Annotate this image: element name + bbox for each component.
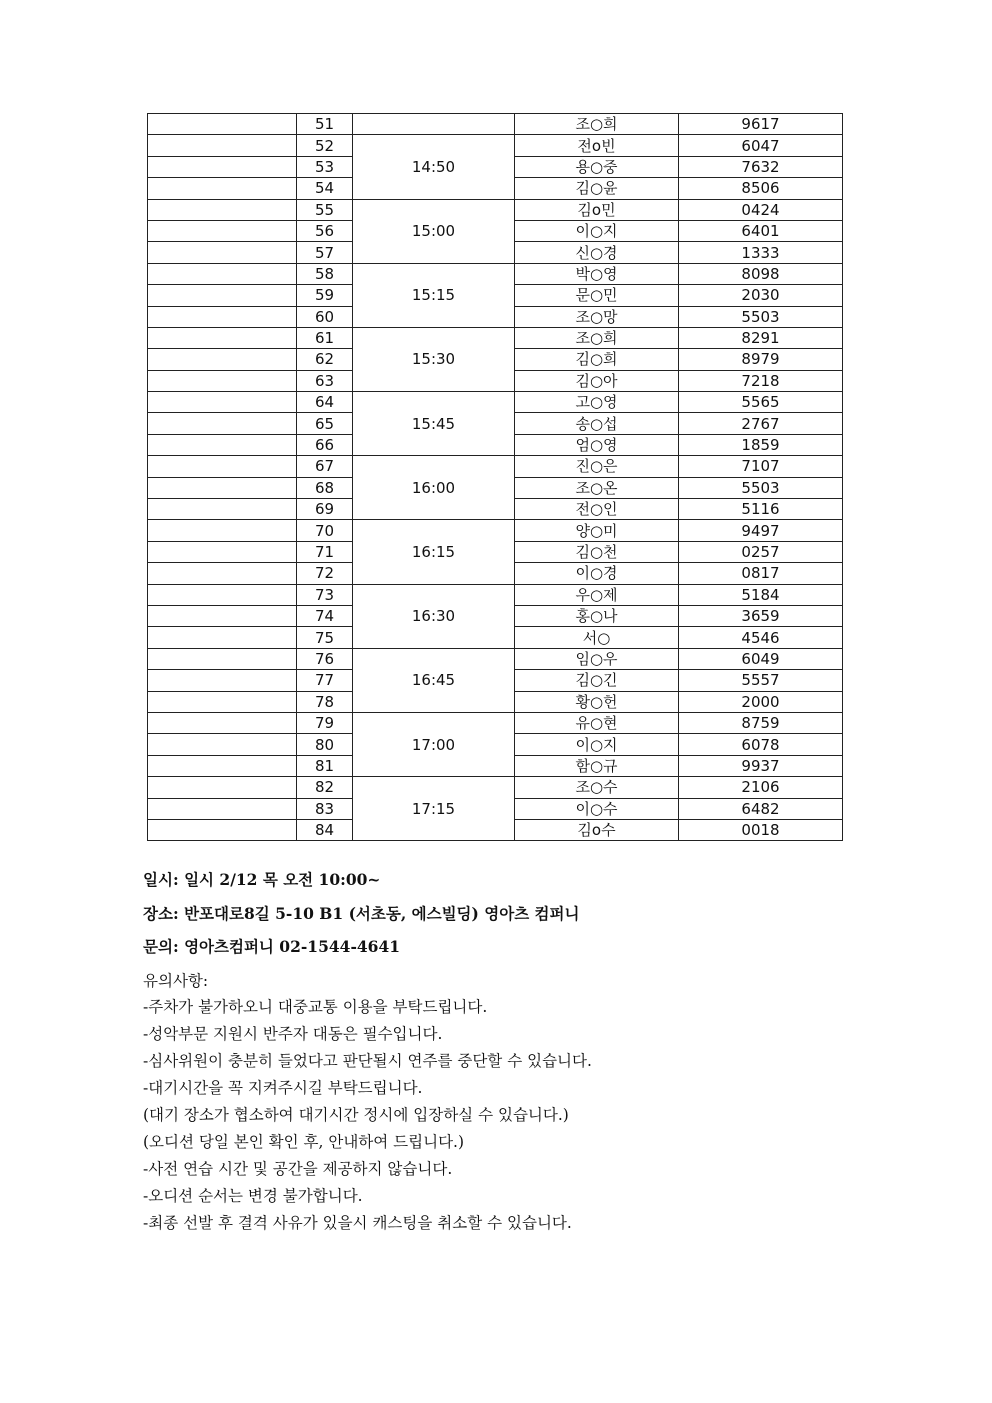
applicant-name: 김○윤 [515, 178, 679, 199]
applicant-code: 8291 [679, 327, 843, 348]
caution-item: -대기시간을 꼭 지켜주시길 부탁드립니다. [143, 1078, 423, 1097]
row-number: 74 [297, 605, 353, 626]
row-number: 68 [297, 477, 353, 498]
time-slot [353, 114, 515, 135]
applicant-code: 5503 [679, 306, 843, 327]
blank-cell [148, 199, 297, 220]
blank-cell [148, 178, 297, 199]
applicant-name: 이○지 [515, 734, 679, 755]
audition-schedule-table [147, 113, 843, 841]
applicant-name: 김○천 [515, 541, 679, 562]
row-number: 53 [297, 156, 353, 177]
row-number: 73 [297, 584, 353, 605]
table-row [148, 263, 843, 284]
applicant-name: 문○민 [515, 285, 679, 306]
cautions-list [143, 994, 863, 1237]
row-number: 54 [297, 178, 353, 199]
time-slot: 16:15 [353, 520, 515, 584]
blank-cell [148, 135, 297, 156]
applicant-code: 6482 [679, 798, 843, 819]
applicant-name: 황○헌 [515, 691, 679, 712]
caution-item: (오디션 당일 본인 확인 후, 안내하여 드립니다.) [143, 1132, 465, 1151]
applicant-code: 5565 [679, 392, 843, 413]
applicant-code: 5503 [679, 477, 843, 498]
applicant-name: 조○온 [515, 477, 679, 498]
applicant-code: 6078 [679, 734, 843, 755]
table-row [148, 648, 843, 669]
table-row [148, 114, 843, 135]
blank-cell [148, 648, 297, 669]
applicant-code: 4546 [679, 627, 843, 648]
applicant-code: 7107 [679, 456, 843, 477]
blank-cell [148, 392, 297, 413]
applicant-name: 김○긴 [515, 670, 679, 691]
table-row [148, 327, 843, 348]
row-number: 63 [297, 370, 353, 391]
applicant-code: 0817 [679, 563, 843, 584]
caution-item: -오디션 순서는 변경 불가합니다. [143, 1186, 363, 1205]
applicant-name: 김○아 [515, 370, 679, 391]
applicant-code: 0018 [679, 819, 843, 840]
row-number: 79 [297, 712, 353, 733]
row-number: 58 [297, 263, 353, 284]
blank-cell [148, 306, 297, 327]
row-number: 70 [297, 520, 353, 541]
blank-cell [148, 819, 297, 840]
blank-cell [148, 712, 297, 733]
applicant-name: 우○제 [515, 584, 679, 605]
caution-item: (대기 장소가 협소하여 대기시간 정시에 입장하실 수 있습니다.) [143, 1105, 569, 1124]
applicant-code: 9617 [679, 114, 843, 135]
table-row [148, 456, 843, 477]
blank-cell [148, 242, 297, 263]
applicant-name: 이○수 [515, 798, 679, 819]
time-slot: 16:00 [353, 456, 515, 520]
table-row [148, 392, 843, 413]
row-number: 66 [297, 434, 353, 455]
row-number: 82 [297, 777, 353, 798]
row-number: 81 [297, 755, 353, 776]
row-number: 55 [297, 199, 353, 220]
row-number: 52 [297, 135, 353, 156]
applicant-code: 8506 [679, 178, 843, 199]
applicant-name: 진○은 [515, 456, 679, 477]
caution-item: -최종 선발 후 결격 사유가 있을시 캐스팅을 취소할 수 있습니다. [143, 1213, 572, 1232]
caution-item: -성악부문 지원시 반주자 대동은 필수입니다. [143, 1024, 443, 1043]
applicant-name: 전o빈 [515, 135, 679, 156]
applicant-code: 8979 [679, 349, 843, 370]
time-slot: 17:15 [353, 777, 515, 841]
applicant-name: 신○경 [515, 242, 679, 263]
table-row [148, 135, 843, 156]
row-number: 51 [297, 114, 353, 135]
applicant-name: 유○현 [515, 712, 679, 733]
caution-item: -사전 연습 시간 및 공간을 제공하지 않습니다. [143, 1159, 453, 1178]
table-row [148, 199, 843, 220]
applicant-code: 9937 [679, 755, 843, 776]
applicant-code: 8759 [679, 712, 843, 733]
row-number: 61 [297, 327, 353, 348]
row-number: 76 [297, 648, 353, 669]
applicant-code: 9497 [679, 520, 843, 541]
blank-cell [148, 477, 297, 498]
applicant-code: 1859 [679, 434, 843, 455]
row-number: 57 [297, 242, 353, 263]
blank-cell [148, 520, 297, 541]
time-slot: 14:50 [353, 135, 515, 199]
applicant-name: 김○희 [515, 349, 679, 370]
blank-cell [148, 156, 297, 177]
applicant-code: 2767 [679, 413, 843, 434]
row-number: 64 [297, 392, 353, 413]
applicant-name: 홍○나 [515, 605, 679, 626]
blank-cell [148, 755, 297, 776]
applicant-code: 5184 [679, 584, 843, 605]
row-number: 62 [297, 349, 353, 370]
applicant-code: 2030 [679, 285, 843, 306]
blank-cell [148, 734, 297, 755]
applicant-code: 2000 [679, 691, 843, 712]
row-number: 69 [297, 499, 353, 520]
audition-place: 장소: 반포대로8길 5-10 B1 (서초동, 에스빌딩) 영아츠 컴퍼니 [143, 903, 580, 923]
row-number: 80 [297, 734, 353, 755]
blank-cell [148, 370, 297, 391]
blank-cell [148, 798, 297, 819]
applicant-code: 8098 [679, 263, 843, 284]
applicant-code: 0424 [679, 199, 843, 220]
applicant-name: 엄○영 [515, 434, 679, 455]
blank-cell [148, 220, 297, 241]
row-number: 65 [297, 413, 353, 434]
applicant-name: 고○영 [515, 392, 679, 413]
blank-cell [148, 777, 297, 798]
time-slot: 16:45 [353, 648, 515, 712]
applicant-code: 5116 [679, 499, 843, 520]
applicant-code: 7218 [679, 370, 843, 391]
applicant-name: 임○우 [515, 648, 679, 669]
applicant-name: 함○규 [515, 755, 679, 776]
applicant-code: 6401 [679, 220, 843, 241]
blank-cell [148, 413, 297, 434]
applicant-name: 김o수 [515, 819, 679, 840]
time-slot: 17:00 [353, 712, 515, 776]
blank-cell [148, 349, 297, 370]
blank-cell [148, 627, 297, 648]
applicant-code: 1333 [679, 242, 843, 263]
time-slot: 16:30 [353, 584, 515, 648]
applicant-code: 3659 [679, 605, 843, 626]
time-slot: 15:00 [353, 199, 515, 263]
blank-cell [148, 691, 297, 712]
blank-cell [148, 327, 297, 348]
applicant-name: 박○영 [515, 263, 679, 284]
blank-cell [148, 114, 297, 135]
blank-cell [148, 499, 297, 520]
blank-cell [148, 263, 297, 284]
applicant-name: 조○희 [515, 114, 679, 135]
applicant-name: 송○섭 [515, 413, 679, 434]
applicant-code: 0257 [679, 541, 843, 562]
blank-cell [148, 584, 297, 605]
applicant-name: 용○중 [515, 156, 679, 177]
applicant-code: 7632 [679, 156, 843, 177]
applicant-name: 이○지 [515, 220, 679, 241]
row-number: 71 [297, 541, 353, 562]
caution-item: -주차가 불가하오니 대중교통 이용을 부탁드립니다. [143, 997, 488, 1016]
applicant-name: 조○수 [515, 777, 679, 798]
time-slot: 15:30 [353, 327, 515, 391]
blank-cell [148, 434, 297, 455]
applicant-name: 조○희 [515, 327, 679, 348]
audition-contact: 문의: 영아츠컴퍼니 02-1544-4641 [143, 937, 401, 956]
applicant-name: 조○망 [515, 306, 679, 327]
row-number: 60 [297, 306, 353, 327]
time-slot: 15:45 [353, 392, 515, 456]
blank-cell [148, 563, 297, 584]
row-number: 83 [297, 798, 353, 819]
row-number: 84 [297, 819, 353, 840]
table-row [148, 777, 843, 798]
schedule-body [148, 114, 843, 841]
blank-cell [148, 456, 297, 477]
applicant-name: 서○ [515, 627, 679, 648]
time-slot: 15:15 [353, 263, 515, 327]
blank-cell [148, 541, 297, 562]
caution-item: -심사위원이 충분히 들었다고 판단될시 연주를 중단할 수 있습니다. [143, 1051, 592, 1070]
row-number: 78 [297, 691, 353, 712]
row-number: 56 [297, 220, 353, 241]
row-number: 59 [297, 285, 353, 306]
blank-cell [148, 285, 297, 306]
applicant-name: 김o민 [515, 199, 679, 220]
applicant-name: 전○인 [515, 499, 679, 520]
applicant-code: 2106 [679, 777, 843, 798]
audition-date: 일시: 일시 2/12 목 오전 10:00~ [143, 870, 381, 889]
row-number: 72 [297, 563, 353, 584]
applicant-code: 5557 [679, 670, 843, 691]
audition-notes [143, 866, 863, 1237]
applicant-name: 양○미 [515, 520, 679, 541]
blank-cell [148, 670, 297, 691]
row-number: 77 [297, 670, 353, 691]
table-row [148, 584, 843, 605]
applicant-code: 6049 [679, 648, 843, 669]
applicant-name: 이○경 [515, 563, 679, 584]
table-row [148, 712, 843, 733]
row-number: 75 [297, 627, 353, 648]
applicant-code: 6047 [679, 135, 843, 156]
cautions-title: 유의사항: [143, 971, 209, 990]
table-row [148, 520, 843, 541]
row-number: 67 [297, 456, 353, 477]
blank-cell [148, 605, 297, 626]
